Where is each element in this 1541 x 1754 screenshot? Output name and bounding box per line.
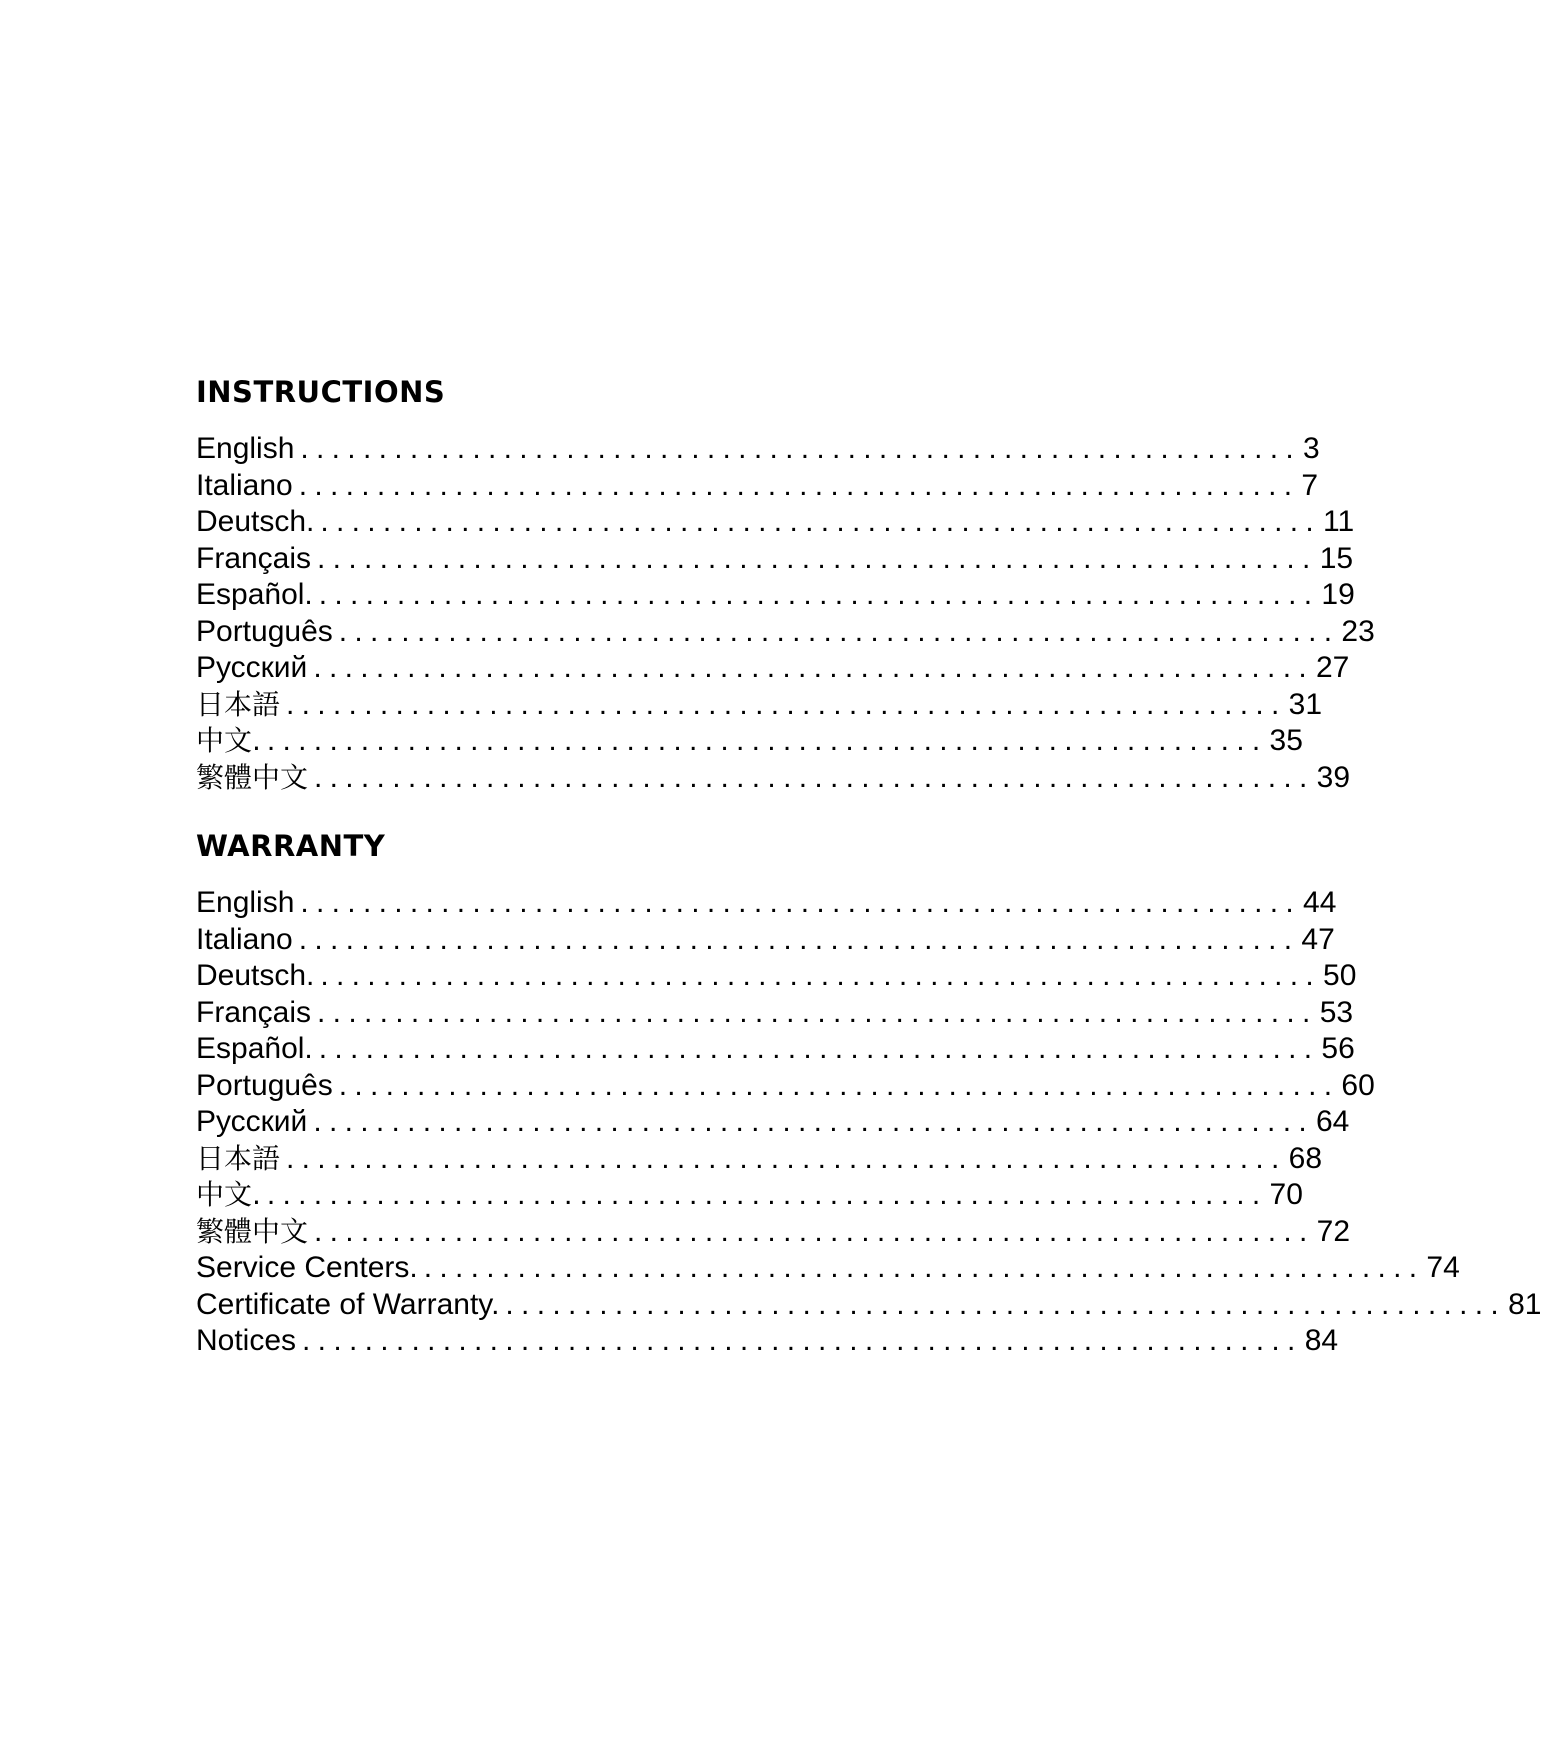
- toc-entry-page: 70: [1269, 1178, 1303, 1211]
- dot-leader: ................................................................: [298, 922, 1300, 956]
- toc-entry-page: 19: [1321, 578, 1355, 611]
- toc-entry-page: 39: [1316, 760, 1351, 794]
- toc-entry[interactable]: [196, 723, 1303, 760]
- toc-entry-label: 中文.: [196, 724, 261, 757]
- dot-leader: ................................................................: [302, 1324, 1303, 1357]
- toc-entry-label: English: [196, 432, 295, 465]
- toc-entry[interactable]: [196, 958, 1357, 995]
- toc-entry-page: 23: [1341, 614, 1375, 648]
- toc-entry[interactable]: [196, 541, 1354, 578]
- dot-leader: ................................................................: [423, 1251, 1425, 1284]
- toc-entry-label: 日本語: [196, 687, 281, 721]
- toc-entry[interactable]: [196, 1177, 1303, 1214]
- toc-entry[interactable]: [196, 468, 1319, 505]
- dot-leader: ................................................................: [300, 432, 1302, 465]
- toc-entry-page: 72: [1316, 1214, 1351, 1248]
- instructions-heading: INSTRUCTIONS: [196, 375, 446, 409]
- toc-entry[interactable]: [196, 504, 1355, 541]
- toc-entry-page: 74: [1426, 1251, 1460, 1284]
- dot-leader: ................................................................: [338, 614, 1340, 648]
- toc-entry-label: Service Centers.: [196, 1251, 418, 1284]
- dot-leader: ................................................................: [286, 687, 1287, 721]
- toc-entry-page: 84: [1304, 1324, 1339, 1357]
- dot-leader: ................................................................: [318, 1032, 1320, 1065]
- dot-leader: ................................................................: [320, 505, 1322, 538]
- toc-entry-label: Italiano: [196, 468, 293, 502]
- dot-leader: ................................................................: [317, 995, 1318, 1029]
- dot-leader: ................................................................: [338, 1068, 1340, 1102]
- toc-entry[interactable]: [196, 1104, 1350, 1141]
- toc-entry-page: 44: [1303, 886, 1337, 919]
- toc-entry-page: 35: [1269, 724, 1303, 757]
- toc-entry-label: Italiano: [196, 922, 293, 956]
- toc-entry[interactable]: [196, 1250, 1460, 1287]
- toc-entry-page: 50: [1323, 959, 1357, 992]
- dot-leader: ................................................................: [266, 724, 1268, 757]
- toc-entry-page: 27: [1315, 651, 1350, 684]
- toc-entry-page: 3: [1303, 432, 1320, 465]
- dot-leader: ................................................................: [320, 959, 1322, 992]
- toc-entry-label: 日本語: [196, 1141, 281, 1175]
- toc-entry-label: 繁體中文: [196, 1214, 309, 1248]
- warranty-section: [196, 829, 1541, 1360]
- toc-entry-page: 47: [1301, 922, 1335, 956]
- toc-entry-label: Português: [196, 1068, 333, 1102]
- dot-leader: ................................................................: [318, 578, 1320, 611]
- dot-leader: ................................................................: [286, 1141, 1287, 1175]
- toc-entry[interactable]: [196, 1323, 1339, 1360]
- toc-entry[interactable]: [196, 885, 1337, 922]
- toc-entry-label: Português: [196, 614, 333, 648]
- warranty-heading: WARRANTY: [196, 829, 386, 863]
- toc-entry[interactable]: [196, 650, 1350, 687]
- toc-entry[interactable]: [196, 1287, 1541, 1324]
- dot-leader: ................................................................: [313, 1105, 1314, 1138]
- toc-entry[interactable]: [196, 1141, 1323, 1178]
- toc-entry-label: Français: [196, 541, 312, 575]
- toc-entry-label: 中文.: [196, 1178, 261, 1211]
- instructions-section: [196, 375, 1375, 796]
- dot-leader: ................................................................: [298, 468, 1300, 502]
- toc-entry[interactable]: [196, 431, 1320, 468]
- toc-entry-label: Français: [196, 995, 312, 1029]
- toc-entry-page: 60: [1341, 1068, 1375, 1102]
- toc-entry[interactable]: [196, 760, 1351, 797]
- toc-entry-page: 64: [1315, 1105, 1350, 1138]
- table-of-contents: [196, 375, 1541, 1360]
- toc-entry[interactable]: [196, 614, 1375, 651]
- toc-entry-label: Deutsch.: [196, 505, 315, 538]
- toc-entry[interactable]: [196, 1031, 1355, 1068]
- dot-leader: ................................................................: [317, 541, 1318, 575]
- dot-leader: ................................................................: [266, 1178, 1268, 1211]
- toc-entry-page: 31: [1288, 687, 1323, 721]
- instructions-entries: [196, 431, 1375, 796]
- toc-entry-label: Español.: [196, 578, 313, 611]
- toc-entry-label: Notices: [196, 1324, 297, 1357]
- toc-entry-page: 53: [1319, 995, 1354, 1029]
- toc-entry-label: 繁體中文: [196, 760, 309, 794]
- dot-leader: ................................................................: [314, 1214, 1315, 1248]
- toc-entry[interactable]: [196, 1214, 1351, 1251]
- toc-entry-page: 11: [1323, 505, 1355, 538]
- toc-entry-page: 81: [1508, 1287, 1541, 1321]
- toc-entry-label: Русский: [196, 1105, 308, 1138]
- toc-entry-label: Certificate of Warranty.: [196, 1287, 500, 1321]
- dot-leader: ................................................................: [313, 651, 1314, 684]
- toc-entry[interactable]: [196, 995, 1354, 1032]
- toc-entry-label: Русский: [196, 651, 308, 684]
- toc-entry[interactable]: [196, 577, 1355, 614]
- dot-leader: ................................................................: [505, 1287, 1507, 1321]
- toc-entry[interactable]: [196, 922, 1335, 959]
- toc-entry-page: 15: [1319, 541, 1354, 575]
- dot-leader: ................................................................: [314, 760, 1315, 794]
- toc-entry-label: Deutsch.: [196, 959, 315, 992]
- warranty-entries: [196, 885, 1541, 1360]
- toc-entry-label: English: [196, 886, 295, 919]
- dot-leader: ................................................................: [300, 886, 1302, 919]
- toc-entry-label: Español.: [196, 1032, 313, 1065]
- toc-entry-page: 7: [1301, 468, 1319, 502]
- toc-entry-page: 68: [1288, 1141, 1323, 1175]
- toc-entry-page: 56: [1321, 1032, 1355, 1065]
- toc-entry[interactable]: [196, 687, 1323, 724]
- toc-entry[interactable]: [196, 1068, 1375, 1105]
